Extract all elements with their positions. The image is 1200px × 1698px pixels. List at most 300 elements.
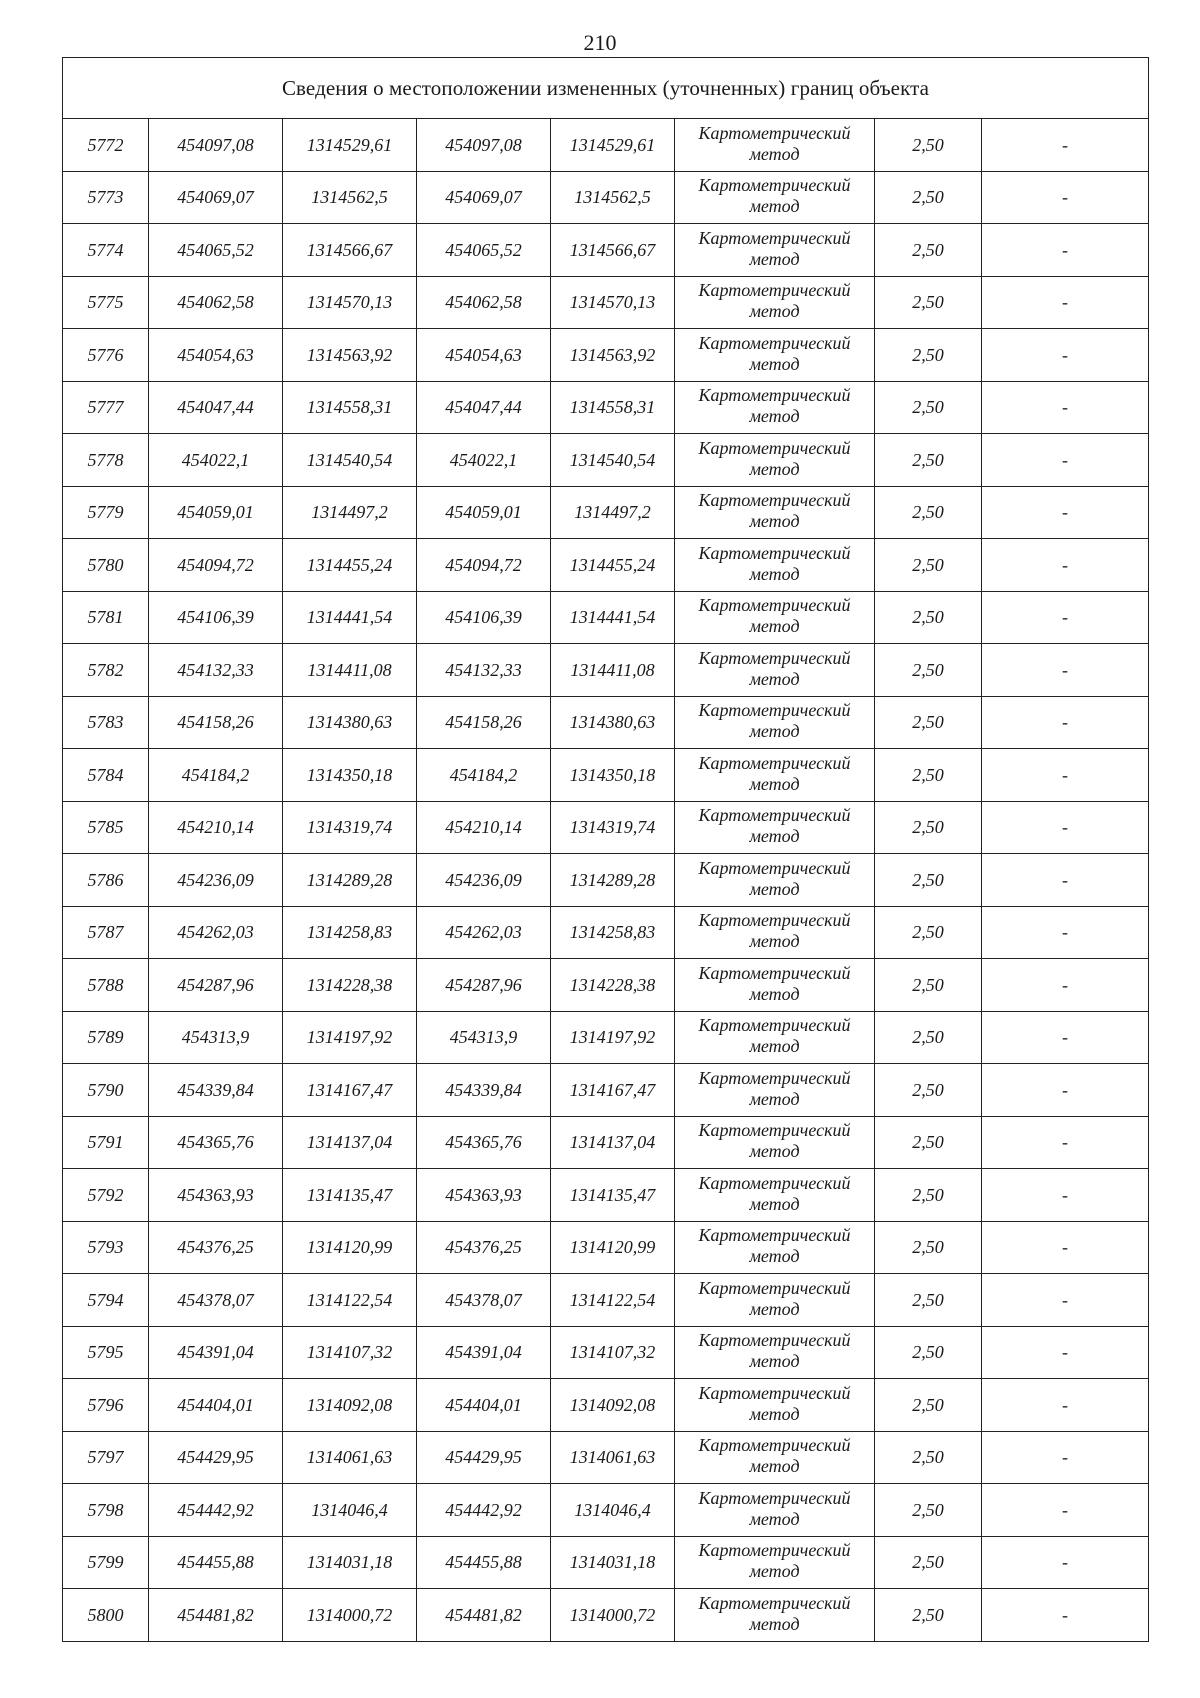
existing-y-cell: 1314350,18 (283, 749, 417, 802)
method-line-2: метод (749, 1036, 800, 1057)
point-number-cell: 5777 (63, 381, 149, 434)
existing-x-cell: 454059,01 (149, 486, 283, 539)
point-number-cell: 5773 (63, 171, 149, 224)
accuracy-cell: 2,50 (875, 276, 982, 329)
table-row (63, 591, 1149, 644)
accuracy-cell: 2,50 (875, 1169, 982, 1222)
existing-y-cell: 1314061,63 (283, 1431, 417, 1484)
method-line-2: метод (749, 406, 800, 427)
table-header-title: Сведения о местоположении измененных (уточненных) границ объекта (63, 58, 1149, 119)
accuracy-cell: 2,50 (875, 906, 982, 959)
refined-x-cell: 454262,03 (417, 906, 551, 959)
method-line-1: Картометрический (698, 490, 851, 511)
existing-y-cell: 1314031,18 (283, 1536, 417, 1589)
note-cell: - (982, 1431, 1149, 1484)
existing-y-cell: 1314380,63 (283, 696, 417, 749)
note-cell: - (982, 801, 1149, 854)
existing-x-cell: 454262,03 (149, 906, 283, 959)
note-cell: - (982, 749, 1149, 802)
method-line-2: метод (749, 1246, 800, 1267)
method-line-2: метод (749, 563, 800, 584)
accuracy-cell: 2,50 (875, 1274, 982, 1327)
method-cell (675, 276, 875, 329)
method-cell (675, 1274, 875, 1327)
refined-y-cell: 1314319,74 (551, 801, 675, 854)
note-cell: - (982, 1484, 1149, 1537)
table-row (63, 1431, 1149, 1484)
method-line-1: Картометрический (698, 122, 851, 143)
table-row (63, 1484, 1149, 1537)
refined-x-cell: 454391,04 (417, 1326, 551, 1379)
table-row (63, 1589, 1149, 1642)
point-number-cell: 5796 (63, 1379, 149, 1432)
method-cell (675, 1221, 875, 1274)
refined-x-cell: 454210,14 (417, 801, 551, 854)
existing-y-cell: 1314455,24 (283, 539, 417, 592)
existing-x-cell: 454429,95 (149, 1431, 283, 1484)
accuracy-cell: 2,50 (875, 171, 982, 224)
refined-x-cell: 454069,07 (417, 171, 551, 224)
method-line-1: Картометрический (698, 1592, 851, 1613)
note-cell: - (982, 696, 1149, 749)
refined-x-cell: 454313,9 (417, 1011, 551, 1064)
method-cell (675, 801, 875, 854)
method-cell (675, 1116, 875, 1169)
method-line-2: метод (749, 1613, 800, 1634)
boundary-coordinates-table (62, 57, 1149, 1642)
refined-x-cell: 454455,88 (417, 1536, 551, 1589)
note-cell: - (982, 591, 1149, 644)
existing-y-cell: 1314092,08 (283, 1379, 417, 1432)
refined-x-cell: 454022,1 (417, 434, 551, 487)
existing-y-cell: 1314558,31 (283, 381, 417, 434)
refined-y-cell: 1314031,18 (551, 1536, 675, 1589)
existing-y-cell: 1314120,99 (283, 1221, 417, 1274)
method-line-1: Картометрический (698, 1225, 851, 1246)
accuracy-cell: 2,50 (875, 224, 982, 277)
refined-x-cell: 454378,07 (417, 1274, 551, 1327)
existing-x-cell: 454455,88 (149, 1536, 283, 1589)
method-line-1: Картометрический (698, 1067, 851, 1088)
method-line-1: Картометрический (698, 1540, 851, 1561)
existing-y-cell: 1314540,54 (283, 434, 417, 487)
method-cell (675, 486, 875, 539)
method-line-2: метод (749, 511, 800, 532)
refined-x-cell: 454287,96 (417, 959, 551, 1012)
note-cell: - (982, 329, 1149, 382)
method-line-2: метод (749, 1508, 800, 1529)
method-cell (675, 906, 875, 959)
refined-y-cell: 1314411,08 (551, 644, 675, 697)
table-row (63, 906, 1149, 959)
note-cell: - (982, 1116, 1149, 1169)
method-cell (675, 1064, 875, 1117)
point-number-cell: 5789 (63, 1011, 149, 1064)
refined-x-cell: 454054,63 (417, 329, 551, 382)
table-row (63, 486, 1149, 539)
refined-y-cell: 1314137,04 (551, 1116, 675, 1169)
table-row (63, 224, 1149, 277)
refined-x-cell: 454363,93 (417, 1169, 551, 1222)
point-number-cell: 5775 (63, 276, 149, 329)
note-cell: - (982, 1379, 1149, 1432)
note-cell: - (982, 381, 1149, 434)
existing-y-cell: 1314197,92 (283, 1011, 417, 1064)
refined-y-cell: 1314289,28 (551, 854, 675, 907)
method-cell (675, 591, 875, 644)
existing-x-cell: 454097,08 (149, 119, 283, 172)
accuracy-cell: 2,50 (875, 1589, 982, 1642)
note-cell: - (982, 1536, 1149, 1589)
method-cell (675, 119, 875, 172)
refined-x-cell: 454339,84 (417, 1064, 551, 1117)
table-row (63, 381, 1149, 434)
existing-y-cell: 1314000,72 (283, 1589, 417, 1642)
existing-y-cell: 1314137,04 (283, 1116, 417, 1169)
accuracy-cell: 2,50 (875, 644, 982, 697)
method-line-1: Картометрический (698, 595, 851, 616)
method-line-1: Картометрический (698, 857, 851, 878)
refined-x-cell: 454062,58 (417, 276, 551, 329)
accuracy-cell: 2,50 (875, 801, 982, 854)
method-line-1: Картометрический (698, 805, 851, 826)
existing-x-cell: 454363,93 (149, 1169, 283, 1222)
existing-x-cell: 454376,25 (149, 1221, 283, 1274)
note-cell: - (982, 1064, 1149, 1117)
table-row (63, 644, 1149, 697)
refined-y-cell: 1314061,63 (551, 1431, 675, 1484)
accuracy-cell: 2,50 (875, 1326, 982, 1379)
point-number-cell: 5783 (63, 696, 149, 749)
note-cell: - (982, 224, 1149, 277)
refined-y-cell: 1314497,2 (551, 486, 675, 539)
point-number-cell: 5785 (63, 801, 149, 854)
accuracy-cell: 2,50 (875, 381, 982, 434)
existing-x-cell: 454094,72 (149, 539, 283, 592)
existing-y-cell: 1314411,08 (283, 644, 417, 697)
point-number-cell: 5772 (63, 119, 149, 172)
existing-y-cell: 1314046,4 (283, 1484, 417, 1537)
point-number-cell: 5787 (63, 906, 149, 959)
table-row (63, 1011, 1149, 1064)
point-number-cell: 5784 (63, 749, 149, 802)
table-row (63, 1116, 1149, 1169)
refined-y-cell: 1314529,61 (551, 119, 675, 172)
method-line-1: Картометрический (698, 910, 851, 931)
method-cell (675, 1589, 875, 1642)
method-line-2: метод (749, 931, 800, 952)
method-line-1: Картометрический (698, 227, 851, 248)
method-line-1: Картометрический (698, 1277, 851, 1298)
existing-x-cell: 454339,84 (149, 1064, 283, 1117)
refined-x-cell: 454132,33 (417, 644, 551, 697)
refined-y-cell: 1314092,08 (551, 1379, 675, 1432)
existing-x-cell: 454404,01 (149, 1379, 283, 1432)
refined-y-cell: 1314107,32 (551, 1326, 675, 1379)
method-cell (675, 224, 875, 277)
existing-x-cell: 454391,04 (149, 1326, 283, 1379)
note-cell: - (982, 1011, 1149, 1064)
table-row (63, 276, 1149, 329)
accuracy-cell: 2,50 (875, 329, 982, 382)
table-row (63, 749, 1149, 802)
method-line-1: Картометрический (698, 542, 851, 563)
existing-x-cell: 454158,26 (149, 696, 283, 749)
existing-x-cell: 454069,07 (149, 171, 283, 224)
refined-x-cell: 454481,82 (417, 1589, 551, 1642)
table-header-row (63, 58, 1149, 119)
refined-y-cell: 1314120,99 (551, 1221, 675, 1274)
existing-y-cell: 1314289,28 (283, 854, 417, 907)
accuracy-cell: 2,50 (875, 1011, 982, 1064)
refined-y-cell: 1314046,4 (551, 1484, 675, 1537)
note-cell: - (982, 1326, 1149, 1379)
point-number-cell: 5790 (63, 1064, 149, 1117)
method-line-2: метод (749, 1561, 800, 1582)
existing-x-cell: 454054,63 (149, 329, 283, 382)
table-row (63, 1326, 1149, 1379)
note-cell: - (982, 854, 1149, 907)
refined-y-cell: 1314000,72 (551, 1589, 675, 1642)
point-number-cell: 5798 (63, 1484, 149, 1537)
refined-x-cell: 454059,01 (417, 486, 551, 539)
method-cell (675, 1431, 875, 1484)
existing-x-cell: 454065,52 (149, 224, 283, 277)
table-row (63, 1221, 1149, 1274)
method-cell (675, 329, 875, 382)
method-cell (675, 1379, 875, 1432)
note-cell: - (982, 959, 1149, 1012)
point-number-cell: 5795 (63, 1326, 149, 1379)
refined-x-cell: 454442,92 (417, 1484, 551, 1537)
accuracy-cell: 2,50 (875, 539, 982, 592)
point-number-cell: 5782 (63, 644, 149, 697)
refined-x-cell: 454236,09 (417, 854, 551, 907)
existing-y-cell: 1314497,2 (283, 486, 417, 539)
method-line-1: Картометрический (698, 1172, 851, 1193)
method-line-2: метод (749, 826, 800, 847)
table-row (63, 329, 1149, 382)
note-cell: - (982, 906, 1149, 959)
method-cell (675, 1011, 875, 1064)
refined-x-cell: 454094,72 (417, 539, 551, 592)
accuracy-cell: 2,50 (875, 1116, 982, 1169)
refined-x-cell: 454376,25 (417, 1221, 551, 1274)
method-line-1: Картометрический (698, 385, 851, 406)
existing-y-cell: 1314258,83 (283, 906, 417, 959)
point-number-cell: 5800 (63, 1589, 149, 1642)
table-row (63, 1064, 1149, 1117)
method-cell (675, 696, 875, 749)
note-cell: - (982, 119, 1149, 172)
accuracy-cell: 2,50 (875, 1221, 982, 1274)
existing-x-cell: 454210,14 (149, 801, 283, 854)
method-line-1: Картометрический (698, 1487, 851, 1508)
refined-x-cell: 454047,44 (417, 381, 551, 434)
refined-x-cell: 454184,2 (417, 749, 551, 802)
table-row (63, 171, 1149, 224)
method-line-1: Картометрический (698, 437, 851, 458)
method-cell (675, 1536, 875, 1589)
accuracy-cell: 2,50 (875, 749, 982, 802)
method-cell (675, 854, 875, 907)
point-number-cell: 5799 (63, 1536, 149, 1589)
accuracy-cell: 2,50 (875, 486, 982, 539)
method-line-1: Картометрический (698, 280, 851, 301)
method-line-2: метод (749, 1088, 800, 1109)
point-number-cell: 5788 (63, 959, 149, 1012)
accuracy-cell: 2,50 (875, 119, 982, 172)
method-line-2: метод (749, 878, 800, 899)
accuracy-cell: 2,50 (875, 1431, 982, 1484)
refined-y-cell: 1314562,5 (551, 171, 675, 224)
note-cell: - (982, 276, 1149, 329)
existing-x-cell: 454365,76 (149, 1116, 283, 1169)
note-cell: - (982, 644, 1149, 697)
method-line-1: Картометрический (698, 1435, 851, 1456)
refined-x-cell: 454365,76 (417, 1116, 551, 1169)
refined-x-cell: 454429,95 (417, 1431, 551, 1484)
method-cell (675, 959, 875, 1012)
table-row (63, 696, 1149, 749)
table-row (63, 959, 1149, 1012)
method-cell (675, 539, 875, 592)
method-line-1: Картометрический (698, 1120, 851, 1141)
point-number-cell: 5778 (63, 434, 149, 487)
refined-y-cell: 1314540,54 (551, 434, 675, 487)
method-line-1: Картометрический (698, 1330, 851, 1351)
table-row (63, 119, 1149, 172)
existing-x-cell: 454184,2 (149, 749, 283, 802)
existing-y-cell: 1314107,32 (283, 1326, 417, 1379)
existing-x-cell: 454287,96 (149, 959, 283, 1012)
point-number-cell: 5774 (63, 224, 149, 277)
existing-y-cell: 1314570,13 (283, 276, 417, 329)
existing-x-cell: 454313,9 (149, 1011, 283, 1064)
note-cell: - (982, 486, 1149, 539)
page-number: 210 (583, 30, 617, 55)
method-cell (675, 749, 875, 802)
method-cell (675, 1326, 875, 1379)
accuracy-cell: 2,50 (875, 591, 982, 644)
table-row (63, 434, 1149, 487)
existing-x-cell: 454442,92 (149, 1484, 283, 1537)
note-cell: - (982, 171, 1149, 224)
refined-x-cell: 454065,52 (417, 224, 551, 277)
note-cell: - (982, 1589, 1149, 1642)
accuracy-cell: 2,50 (875, 854, 982, 907)
point-number-cell: 5786 (63, 854, 149, 907)
method-line-2: метод (749, 1298, 800, 1319)
refined-y-cell: 1314563,92 (551, 329, 675, 382)
method-line-2: метод (749, 721, 800, 742)
method-line-2: метод (749, 248, 800, 269)
method-cell (675, 381, 875, 434)
refined-x-cell: 454097,08 (417, 119, 551, 172)
existing-y-cell: 1314167,47 (283, 1064, 417, 1117)
existing-x-cell: 454062,58 (149, 276, 283, 329)
point-number-cell: 5792 (63, 1169, 149, 1222)
method-line-2: метод (749, 983, 800, 1004)
accuracy-cell: 2,50 (875, 1484, 982, 1537)
refined-y-cell: 1314566,67 (551, 224, 675, 277)
note-cell: - (982, 539, 1149, 592)
method-line-1: Картометрический (698, 962, 851, 983)
refined-y-cell: 1314570,13 (551, 276, 675, 329)
refined-y-cell: 1314197,92 (551, 1011, 675, 1064)
refined-x-cell: 454158,26 (417, 696, 551, 749)
accuracy-cell: 2,50 (875, 959, 982, 1012)
point-number-cell: 5791 (63, 1116, 149, 1169)
table-row (63, 1536, 1149, 1589)
note-cell: - (982, 1221, 1149, 1274)
existing-y-cell: 1314441,54 (283, 591, 417, 644)
method-cell (675, 434, 875, 487)
refined-y-cell: 1314441,54 (551, 591, 675, 644)
method-line-2: метод (749, 196, 800, 217)
method-line-2: метод (749, 1351, 800, 1372)
method-line-1: Картометрический (698, 1382, 851, 1403)
accuracy-cell: 2,50 (875, 1536, 982, 1589)
point-number-cell: 5781 (63, 591, 149, 644)
method-cell (675, 1169, 875, 1222)
point-number-cell: 5793 (63, 1221, 149, 1274)
boundary-table-container (62, 57, 1148, 1642)
table-row (63, 1169, 1149, 1222)
accuracy-cell: 2,50 (875, 1064, 982, 1117)
existing-y-cell: 1314566,67 (283, 224, 417, 277)
method-line-2: метод (749, 1141, 800, 1162)
existing-y-cell: 1314562,5 (283, 171, 417, 224)
note-cell: - (982, 1169, 1149, 1222)
refined-y-cell: 1314558,31 (551, 381, 675, 434)
refined-y-cell: 1314122,54 (551, 1274, 675, 1327)
note-cell: - (982, 1274, 1149, 1327)
method-line-2: метод (749, 616, 800, 637)
point-number-cell: 5794 (63, 1274, 149, 1327)
note-cell: - (982, 434, 1149, 487)
refined-y-cell: 1314135,47 (551, 1169, 675, 1222)
accuracy-cell: 2,50 (875, 696, 982, 749)
existing-y-cell: 1314563,92 (283, 329, 417, 382)
existing-y-cell: 1314319,74 (283, 801, 417, 854)
refined-y-cell: 1314228,38 (551, 959, 675, 1012)
method-line-1: Картометрический (698, 752, 851, 773)
existing-x-cell: 454481,82 (149, 1589, 283, 1642)
refined-y-cell: 1314350,18 (551, 749, 675, 802)
method-line-2: метод (749, 773, 800, 794)
accuracy-cell: 2,50 (875, 1379, 982, 1432)
method-line-2: метод (749, 353, 800, 374)
accuracy-cell: 2,50 (875, 434, 982, 487)
existing-x-cell: 454236,09 (149, 854, 283, 907)
method-line-1: Картометрический (698, 175, 851, 196)
method-cell (675, 644, 875, 697)
refined-y-cell: 1314258,83 (551, 906, 675, 959)
method-line-1: Картометрический (698, 647, 851, 668)
method-line-2: метод (749, 1456, 800, 1477)
method-cell (675, 171, 875, 224)
method-line-1: Картометрический (698, 332, 851, 353)
existing-y-cell: 1314228,38 (283, 959, 417, 1012)
method-line-2: метод (749, 143, 800, 164)
table-row (63, 1379, 1149, 1432)
method-line-1: Картометрический (698, 700, 851, 721)
existing-x-cell: 454106,39 (149, 591, 283, 644)
method-line-2: метод (749, 668, 800, 689)
table-row (63, 1274, 1149, 1327)
refined-y-cell: 1314455,24 (551, 539, 675, 592)
